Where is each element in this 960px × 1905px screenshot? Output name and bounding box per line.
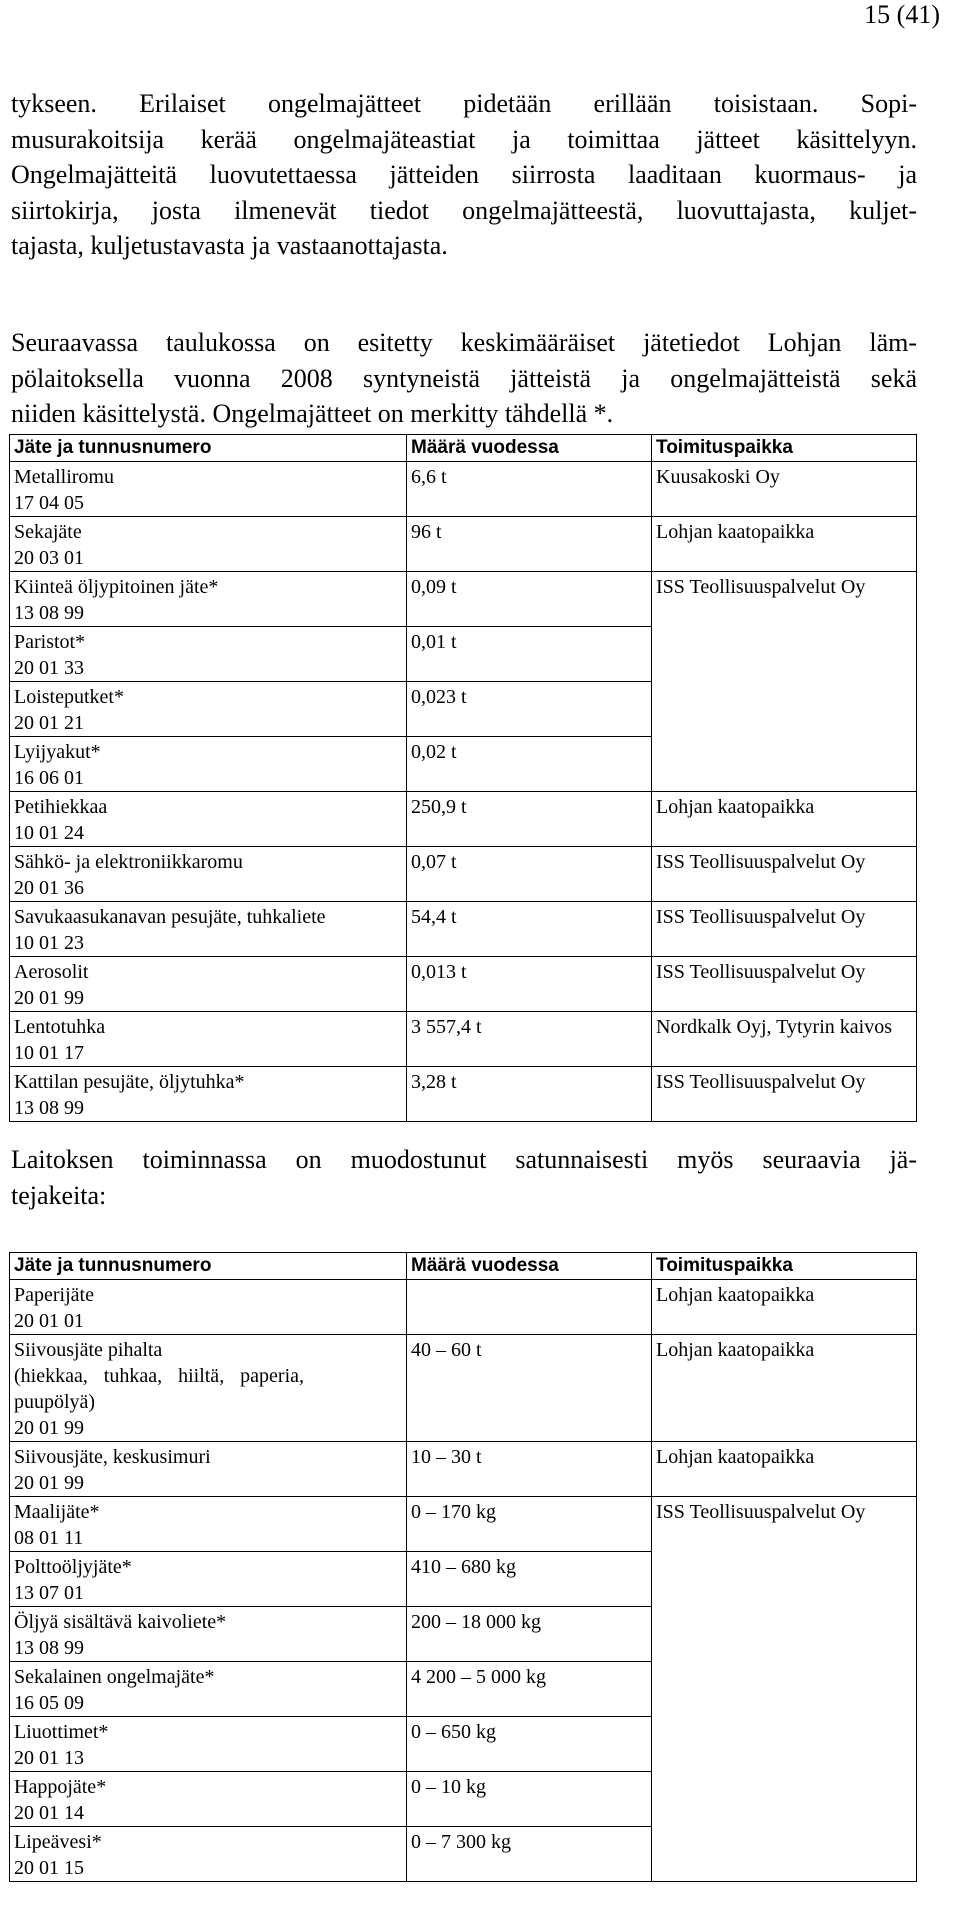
amount-cell: 10 – 30 t	[407, 1442, 652, 1497]
waste-name: Sekajäte	[14, 521, 82, 543]
table-row	[10, 517, 917, 572]
occasional-line: Laitoksen toiminnassa on muodostunut satunnaisesti myös seuraavia jä-	[11, 1145, 917, 1174]
waste-name: Öljyä sisältävä kaivoliete*	[14, 1611, 227, 1633]
amount-cell: 200 – 18 000 kg	[407, 1607, 652, 1662]
table-intro-paragraph	[11, 325, 917, 432]
waste-cell	[10, 1552, 407, 1607]
waste-cell	[10, 1662, 407, 1717]
waste-name: Siivousjäte pihalta	[14, 1339, 163, 1361]
waste-name: Sekalainen ongelmajäte*	[14, 1666, 215, 1688]
waste-code: 10 01 23	[14, 932, 84, 954]
intro-line: tykseen. Erilaiset ongelmajätteet pidetään erillään toisistaan. Sopi-	[11, 89, 917, 118]
waste-code: 08 01 11	[14, 1527, 84, 1549]
place-cell: ISS Teollisuuspalvelut Oy	[652, 847, 917, 902]
amount-cell: 3,28 t	[407, 1067, 652, 1122]
occasional-line: tejakeita:	[11, 1180, 107, 1210]
waste-name: Loisteputket*	[14, 686, 124, 708]
waste-name: Paperijäte	[14, 1284, 94, 1306]
amount-cell: 0,023 t	[407, 682, 652, 737]
waste-name: Maalijäte*	[14, 1501, 100, 1523]
intro-paragraph	[11, 86, 917, 264]
place-cell: Nordkalk Oyj, Tytyrin kaivos	[652, 1012, 917, 1067]
waste-cell	[10, 682, 407, 737]
waste-cell	[10, 847, 407, 902]
amount-cell: 0 – 10 kg	[407, 1772, 652, 1827]
waste-cell	[10, 517, 407, 572]
waste-code: 20 01 33	[14, 657, 84, 679]
amount-cell: 96 t	[407, 517, 652, 572]
waste-name: Lyijyakut*	[14, 741, 101, 763]
waste-code: 20 01 99	[14, 1472, 84, 1494]
table-row	[10, 957, 917, 1012]
waste-cell	[10, 1607, 407, 1662]
waste-code: 16 06 01	[14, 767, 84, 789]
amount-cell: 40 – 60 t	[407, 1335, 652, 1442]
place-cell: Lohjan kaatopaikka	[652, 1280, 917, 1335]
amount-cell: 0 – 650 kg	[407, 1717, 652, 1772]
waste-code: 13 08 99	[14, 1097, 84, 1119]
table-row	[10, 1067, 917, 1122]
table-row	[10, 847, 917, 902]
table-row	[10, 902, 917, 957]
waste-code: 20 01 21	[14, 712, 84, 734]
column-header: Toimituspaikka	[652, 435, 917, 462]
waste-cell	[10, 462, 407, 517]
table-row	[10, 572, 917, 627]
intro-line: tajasta, kuljetustavasta ja vastaanottajasta.	[11, 231, 448, 260]
waste-cell	[10, 1335, 407, 1442]
waste-code: 17 04 05	[14, 492, 84, 514]
amount-cell: 0 – 170 kg	[407, 1497, 652, 1552]
waste-name: Sähkö- ja elektroniikkaromu	[14, 851, 243, 873]
waste-code: 20 03 01	[14, 547, 84, 569]
waste-code: 20 01 01	[14, 1310, 84, 1332]
table-row	[10, 1442, 917, 1497]
amount-cell: 4 200 – 5 000 kg	[407, 1662, 652, 1717]
waste-code: 20 01 14	[14, 1802, 84, 1824]
waste-name: Aerosolit	[14, 961, 89, 983]
amount-cell: 0,013 t	[407, 957, 652, 1012]
page-number: 15 (41)	[864, 0, 940, 29]
table-row	[10, 1497, 917, 1552]
waste-name: Lentotuhka	[14, 1016, 106, 1038]
waste-cell	[10, 627, 407, 682]
waste-cell	[10, 1497, 407, 1552]
waste-cell	[10, 902, 407, 957]
waste-code: 13 08 99	[14, 1637, 84, 1659]
waste-code: 20 01 36	[14, 877, 84, 899]
column-header: Jäte ja tunnusnumero	[10, 1253, 407, 1280]
table-row	[10, 462, 917, 517]
waste-name: Kiinteä öljypitoinen jäte*	[14, 576, 219, 598]
intro-line: Ongelmajätteitä luovutettaessa jätteiden siirrosta laaditaan kuormaus- ja	[11, 160, 917, 189]
column-header: Määrä vuodessa	[407, 435, 652, 462]
waste-cell	[10, 1280, 407, 1335]
waste-code: 20 01 15	[14, 1857, 84, 1879]
waste-name: Lipeävesi*	[14, 1831, 102, 1853]
waste-cell	[10, 1067, 407, 1122]
amount-cell: 54,4 t	[407, 902, 652, 957]
place-cell: Lohjan kaatopaikka	[652, 517, 917, 572]
table-row	[10, 792, 917, 847]
waste-name: Paristot*	[14, 631, 86, 653]
intro-line: musurakoitsija kerää ongelmajäteastiat ja toimittaa jätteet käsittelyyn.	[11, 124, 917, 154]
amount-cell: 250,9 t	[407, 792, 652, 847]
table-row	[10, 1280, 917, 1335]
intro-line: siirtokirja, josta ilmenevät tiedot ongelmajätteestä, luovuttajasta, kuljet-	[11, 195, 917, 225]
waste-name: Savukaasukanavan pesujäte, tuhkaliete	[14, 906, 326, 928]
waste-name: Liuottimet*	[14, 1721, 109, 1743]
waste-code: 10 01 24	[14, 822, 84, 844]
place-cell: ISS Teollisuuspalvelut Oy	[652, 1067, 917, 1122]
waste-code: 20 01 99	[14, 1417, 84, 1439]
place-cell: Lohjan kaatopaikka	[652, 1335, 917, 1442]
waste-name: Kattilan pesujäte, öljytuhka*	[14, 1071, 245, 1093]
waste-code: 16 05 09	[14, 1692, 84, 1714]
waste-code: 20 01 99	[14, 987, 84, 1009]
waste-code: 13 08 99	[14, 602, 84, 624]
amount-cell: 0 – 7 300 kg	[407, 1827, 652, 1882]
column-header: Määrä vuodessa	[407, 1253, 652, 1280]
waste-cell	[10, 1717, 407, 1772]
column-header: Jäte ja tunnusnumero	[10, 435, 407, 462]
waste-cell	[10, 1442, 407, 1497]
table-intro-line: Seuraavassa taulukossa on esitetty keskimääräiset jätetiedot Lohjan läm-	[11, 328, 917, 357]
waste-cell	[10, 1012, 407, 1067]
waste-code: 10 01 17	[14, 1042, 84, 1064]
waste-cell	[10, 1827, 407, 1882]
waste-cell	[10, 1772, 407, 1827]
amount-cell: 0,09 t	[407, 572, 652, 627]
waste-cell	[10, 737, 407, 792]
place-cell: ISS Teollisuuspalvelut Oy	[652, 1497, 917, 1882]
amount-cell: 0,01 t	[407, 627, 652, 682]
column-header: Toimituspaikka	[652, 1253, 917, 1280]
place-cell: ISS Teollisuuspalvelut Oy	[652, 572, 917, 792]
waste-name: Petihiekkaa	[14, 796, 108, 818]
amount-cell: 3 557,4 t	[407, 1012, 652, 1067]
amount-cell	[407, 1280, 652, 1335]
waste-description: (hiekkaa, tuhkaa, hiiltä, paperia, puupölyä)	[14, 1365, 304, 1413]
occasional-paragraph	[11, 1142, 917, 1213]
place-cell: Lohjan kaatopaikka	[652, 1442, 917, 1497]
waste-code: 13 07 01	[14, 1582, 84, 1604]
amount-cell: 410 – 680 kg	[407, 1552, 652, 1607]
waste-cell	[10, 792, 407, 847]
waste-cell	[10, 572, 407, 627]
place-cell: Lohjan kaatopaikka	[652, 792, 917, 847]
table-intro-line: pölaitoksella vuonna 2008 syntyneistä jätteistä ja ongelmajätteistä sekä	[11, 363, 917, 393]
waste-name: Metalliromu	[14, 466, 114, 488]
place-cell: ISS Teollisuuspalvelut Oy	[652, 902, 917, 957]
waste-name: Siivousjäte, keskusimuri	[14, 1446, 211, 1468]
amount-cell: 0,02 t	[407, 737, 652, 792]
waste-table-2008	[9, 434, 917, 1122]
occasional-waste-table	[9, 1252, 917, 1882]
waste-name: Polttoöljyjäte*	[14, 1556, 132, 1578]
table-row	[10, 1012, 917, 1067]
table-intro-line: niiden käsittelystä. Ongelmajätteet on merkitty tähdellä *.	[11, 399, 614, 428]
waste-cell	[10, 957, 407, 1012]
waste-name: Happojäte*	[14, 1776, 107, 1798]
table-row	[10, 1335, 917, 1442]
amount-cell: 6,6 t	[407, 462, 652, 517]
waste-code: 20 01 13	[14, 1747, 84, 1769]
amount-cell: 0,07 t	[407, 847, 652, 902]
place-cell: Kuusakoski Oy	[652, 462, 917, 517]
place-cell: ISS Teollisuuspalvelut Oy	[652, 957, 917, 1012]
